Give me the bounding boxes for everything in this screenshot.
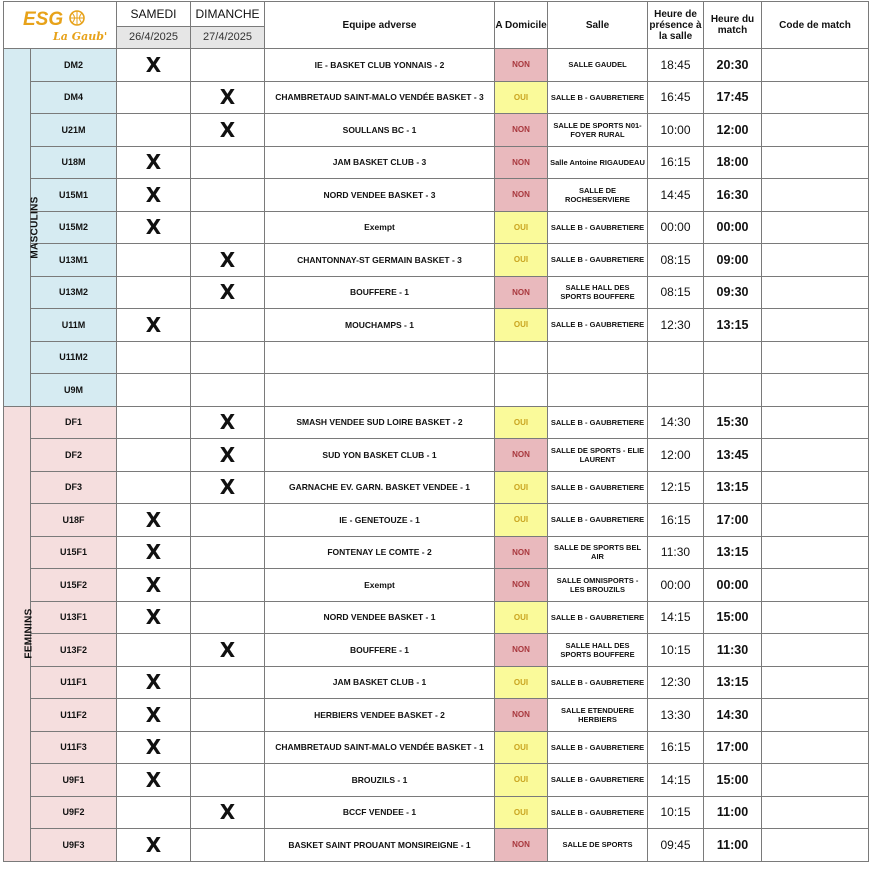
table-row [4,244,869,277]
sunday-mark [191,309,265,342]
category-cell: U13F1 [31,601,117,634]
home-badge: OUI [495,81,548,114]
venue-cell: SALLE DE SPORTS BEL AIR [548,536,648,569]
category-cell: DF1 [31,406,117,439]
saturday-mark [117,114,191,147]
opponent-cell: NORD VENDEE BASKET - 1 [265,601,495,634]
venue-cell: SALLE B - GAUBRETIERE [548,244,648,277]
home-badge: NON [495,114,548,147]
sunday-mark [191,536,265,569]
opponent-cell: BCCF VENDEE - 1 [265,796,495,829]
table-row [4,536,869,569]
presence-time [648,341,704,374]
home-badge: OUI [495,211,548,244]
presence-time: 08:15 [648,276,704,309]
sunday-mark [191,146,265,179]
table-row [4,569,869,602]
opponent-cell: BROUZILS - 1 [265,764,495,797]
opponent-cell: IE - BASKET CLUB YONNAIS - 2 [265,49,495,82]
venue-cell: SALLE B - GAUBRETIERE [548,731,648,764]
opponent-cell: CHAMBRETAUD SAINT-MALO VENDÉE BASKET - 1 [265,731,495,764]
home-badge: OUI [495,471,548,504]
match-time: 11:30 [704,634,762,667]
saturday-mark [117,796,191,829]
venue-cell: SALLE B - GAUBRETIERE [548,796,648,829]
table-row [4,406,869,439]
presence-time: 12:30 [648,309,704,342]
sunday-mark [191,699,265,732]
table-row [4,341,869,374]
match-time: 18:00 [704,146,762,179]
match-time: 09:00 [704,244,762,277]
home-badge: OUI [495,504,548,537]
opponent-cell: SUD YON BASKET CLUB - 1 [265,439,495,472]
sunday-mark [191,666,265,699]
match-time [704,374,762,407]
group-label-text: MASCULINS [29,196,41,259]
home-badge: OUI [495,666,548,699]
table-row [4,796,869,829]
presence-time: 14:15 [648,764,704,797]
saturday-mark: X [117,536,191,569]
match-time: 13:45 [704,439,762,472]
saturday-mark: X [117,179,191,212]
saturday-mark: X [117,601,191,634]
sunday-mark: X [191,276,265,309]
category-cell: U13M1 [31,244,117,277]
match-code-cell [762,471,869,504]
match-time: 00:00 [704,211,762,244]
logo-text: ESG [23,9,64,30]
sunday-mark: X [191,406,265,439]
table-row [4,276,869,309]
venue-cell: SALLE OMNISPORTS - LES BROUZILS [548,569,648,602]
club-logo [4,2,117,49]
home-badge: OUI [495,601,548,634]
opponent-cell: IE - GENETOUZE - 1 [265,504,495,537]
saturday-mark [117,471,191,504]
match-code-cell [762,49,869,82]
saturday-date: 26/4/2025 [117,27,191,49]
table-row [4,731,869,764]
home-badge: NON [495,179,548,212]
opponent-cell: CHAMBRETAUD SAINT-MALO VENDÉE BASKET - 3 [265,81,495,114]
match-code-cell [762,764,869,797]
match-time: 15:00 [704,764,762,797]
saturday-mark [117,244,191,277]
group-label-feminins [4,406,35,861]
saturday-mark [117,634,191,667]
category-cell: U18F [31,504,117,537]
sunday-mark: X [191,114,265,147]
category-cell: DF2 [31,439,117,472]
venue-cell: SALLE B - GAUBRETIERE [548,504,648,537]
category-cell: DM4 [31,81,117,114]
group-label-text: FEMININS [23,608,35,659]
opponent-header: Equipe adverse [265,2,495,49]
venue-cell: SALLE B - GAUBRETIERE [548,406,648,439]
presence-time [648,374,704,407]
presence-time: 14:30 [648,406,704,439]
venue-cell: SALLE DE SPORTS N01- FOYER RURAL [548,114,648,147]
category-cell: U15M1 [31,179,117,212]
home-badge: NON [495,829,548,862]
saturday-mark: X [117,829,191,862]
presence-time: 00:00 [648,569,704,602]
home-badge: OUI [495,796,548,829]
saturday-mark: X [117,146,191,179]
home-badge: NON [495,536,548,569]
schedule-table [3,1,869,862]
match-code-cell [762,796,869,829]
saturday-header: SAMEDI [117,2,191,27]
masculins-section [4,49,869,407]
home-badge [495,341,548,374]
match-time: 13:15 [704,536,762,569]
match-time: 00:00 [704,569,762,602]
presence-time: 11:30 [648,536,704,569]
opponent-cell: NORD VENDEE BASKET - 3 [265,179,495,212]
sunday-mark [191,829,265,862]
match-time: 13:15 [704,666,762,699]
logo-subtext: La Gaub' [53,30,108,43]
category-cell: U11F1 [31,666,117,699]
match-time: 15:00 [704,601,762,634]
match-code-cell [762,81,869,114]
venue-cell [548,374,648,407]
sunday-mark: X [191,81,265,114]
presence-time: 16:15 [648,146,704,179]
opponent-cell: BOUFFERE - 1 [265,634,495,667]
match-time: 13:15 [704,309,762,342]
home-badge: NON [495,146,548,179]
sunday-mark: X [191,439,265,472]
saturday-mark [117,374,191,407]
table-row [4,471,869,504]
match-time: 16:30 [704,179,762,212]
home-badge: OUI [495,406,548,439]
category-cell: U21M [31,114,117,147]
table-row [4,49,869,82]
presence-time: 12:00 [648,439,704,472]
saturday-mark: X [117,309,191,342]
match-code-cell [762,114,869,147]
home-badge: OUI [495,731,548,764]
opponent-cell [265,374,495,407]
match-code-cell [762,634,869,667]
category-cell: U11F2 [31,699,117,732]
match-code-cell [762,536,869,569]
opponent-cell: Exempt [265,211,495,244]
match-time: 13:15 [704,471,762,504]
saturday-mark: X [117,699,191,732]
home-badge [495,374,548,407]
club-logo-icon [15,5,108,45]
venue-cell: SALLE HALL DES SPORTS BOUFFERE [548,634,648,667]
sunday-mark [191,601,265,634]
match-time: 09:30 [704,276,762,309]
home-badge: OUI [495,244,548,277]
match-code-header: Code de match [762,2,869,49]
match-time: 11:00 [704,796,762,829]
match-time: 17:45 [704,81,762,114]
table-row [4,374,869,407]
opponent-cell: SOULLANS BC - 1 [265,114,495,147]
group-label-masculins [4,49,41,407]
sunday-mark: X [191,796,265,829]
opponent-cell: Exempt [265,569,495,602]
table-row [4,309,869,342]
presence-time: 18:45 [648,49,704,82]
venue-cell: SALLE B - GAUBRETIERE [548,471,648,504]
venue-cell: SALLE DE ROCHESERVIERE [548,179,648,212]
saturday-mark [117,81,191,114]
venue-cell: SALLE DE SPORTS [548,829,648,862]
saturday-mark: X [117,764,191,797]
presence-time: 12:30 [648,666,704,699]
sunday-mark [191,341,265,374]
category-cell: U18M [31,146,117,179]
home-header: A Domicile [495,2,548,49]
saturday-mark: X [117,211,191,244]
presence-time: 14:15 [648,601,704,634]
venue-cell: SALLE B - GAUBRETIERE [548,81,648,114]
presence-time: 00:00 [648,211,704,244]
category-cell: U9M [31,374,117,407]
match-code-cell [762,699,869,732]
venue-cell: SALLE HALL DES SPORTS BOUFFERE [548,276,648,309]
sunday-mark [191,374,265,407]
home-badge: NON [495,634,548,667]
match-time: 20:30 [704,49,762,82]
table-row [4,504,869,537]
table-row [4,601,869,634]
presence-time: 16:15 [648,504,704,537]
saturday-mark: X [117,504,191,537]
venue-cell: SALLE B - GAUBRETIERE [548,601,648,634]
match-code-cell [762,406,869,439]
match-time: 14:30 [704,699,762,732]
category-cell: U9F1 [31,764,117,797]
sunday-mark: X [191,244,265,277]
category-cell: U15F1 [31,536,117,569]
venue-cell: SALLE B - GAUBRETIERE [548,211,648,244]
venue-cell: SALLE GAUDEL [548,49,648,82]
match-time-header: Heure du match [704,2,762,49]
sunday-mark [191,211,265,244]
sunday-header: DIMANCHE [191,2,265,27]
saturday-mark: X [117,569,191,602]
opponent-cell: BASKET SAINT PROUANT MONSIREIGNE - 1 [265,829,495,862]
category-cell: U13M2 [31,276,117,309]
match-code-cell [762,146,869,179]
venue-header: Salle [548,2,648,49]
category-cell: U9F3 [31,829,117,862]
match-code-cell [762,341,869,374]
opponent-cell: HERBIERS VENDEE BASKET - 2 [265,699,495,732]
match-code-cell [762,504,869,537]
table-row [4,211,869,244]
match-code-cell [762,601,869,634]
match-time [704,341,762,374]
match-code-cell [762,276,869,309]
sunday-mark: X [191,471,265,504]
table-row [4,666,869,699]
presence-time: 16:45 [648,81,704,114]
home-badge: NON [495,439,548,472]
home-badge: OUI [495,764,548,797]
opponent-cell: GARNACHE EV. GARN. BASKET VENDEE - 1 [265,471,495,504]
presence-time: 12:15 [648,471,704,504]
schedule-sheet [3,1,868,886]
match-time: 11:00 [704,829,762,862]
saturday-mark [117,341,191,374]
category-cell: U15F2 [31,569,117,602]
match-code-cell [762,829,869,862]
venue-cell: SALLE ETENDUERE HERBIERS [548,699,648,732]
saturday-mark: X [117,666,191,699]
category-cell: U15M2 [31,211,117,244]
category-cell: U11M2 [31,341,117,374]
match-code-cell [762,374,869,407]
presence-time: 10:15 [648,634,704,667]
sunday-mark: X [191,634,265,667]
venue-cell: SALLE B - GAUBRETIERE [548,666,648,699]
match-time: 15:30 [704,406,762,439]
match-code-cell [762,244,869,277]
opponent-cell: JAM BASKET CLUB - 1 [265,666,495,699]
category-cell: DF3 [31,471,117,504]
home-badge: NON [495,569,548,602]
home-badge: OUI [495,309,548,342]
saturday-mark: X [117,49,191,82]
category-cell: U11F3 [31,731,117,764]
presence-time: 13:30 [648,699,704,732]
match-code-cell [762,211,869,244]
table-row [4,829,869,862]
sunday-date: 27/4/2025 [191,27,265,49]
table-row [4,634,869,667]
match-code-cell [762,731,869,764]
sunday-mark [191,504,265,537]
sunday-mark [191,731,265,764]
match-code-cell [762,439,869,472]
saturday-mark [117,406,191,439]
presence-time: 14:45 [648,179,704,212]
match-code-cell [762,309,869,342]
opponent-cell: MOUCHAMPS - 1 [265,309,495,342]
venue-cell [548,341,648,374]
category-cell: DM2 [31,49,117,82]
table-row [4,179,869,212]
saturday-mark: X [117,731,191,764]
table-row [4,439,869,472]
table-row [4,114,869,147]
opponent-cell [265,341,495,374]
match-code-cell [762,666,869,699]
venue-cell: Salle Antoine RIGAUDEAU [548,146,648,179]
table-row [4,81,869,114]
category-cell: U11M [31,309,117,342]
venue-cell: SALLE B - GAUBRETIERE [548,764,648,797]
sunday-mark [191,764,265,797]
presence-header: Heure de présence à la salle [648,2,704,49]
saturday-mark [117,276,191,309]
opponent-cell: JAM BASKET CLUB - 3 [265,146,495,179]
home-badge: NON [495,276,548,309]
presence-time: 09:45 [648,829,704,862]
match-code-cell [762,569,869,602]
category-cell: U9F2 [31,796,117,829]
venue-cell: SALLE B - GAUBRETIERE [548,309,648,342]
sunday-mark [191,179,265,212]
match-time: 12:00 [704,114,762,147]
home-badge: NON [495,699,548,732]
category-cell: U13F2 [31,634,117,667]
opponent-cell: FONTENAY LE COMTE - 2 [265,536,495,569]
match-time: 17:00 [704,731,762,764]
opponent-cell: BOUFFERE - 1 [265,276,495,309]
presence-time: 08:15 [648,244,704,277]
presence-time: 10:00 [648,114,704,147]
sunday-mark [191,49,265,82]
opponent-cell: CHANTONNAY-ST GERMAIN BASKET - 3 [265,244,495,277]
match-time: 17:00 [704,504,762,537]
presence-time: 16:15 [648,731,704,764]
saturday-mark [117,439,191,472]
feminins-section [4,406,869,861]
sunday-mark [191,569,265,602]
venue-cell: SALLE DE SPORTS - ELIE LAURENT [548,439,648,472]
table-row [4,146,869,179]
presence-time: 10:15 [648,796,704,829]
home-badge: NON [495,49,548,82]
table-row [4,764,869,797]
match-code-cell [762,179,869,212]
opponent-cell: SMASH VENDEE SUD LOIRE BASKET - 2 [265,406,495,439]
table-row [4,699,869,732]
